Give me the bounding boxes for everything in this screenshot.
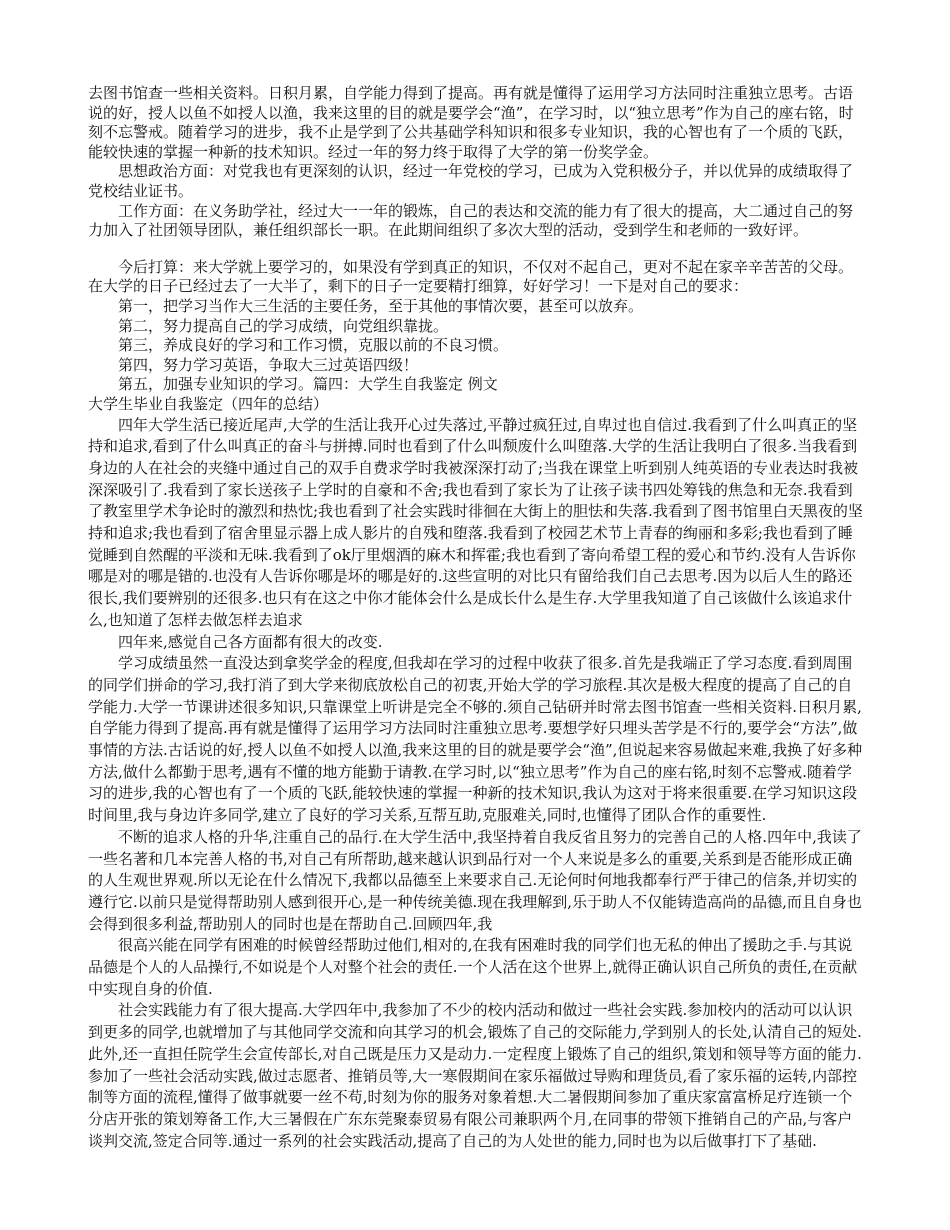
document-page [88,84,866,1152]
paragraph: 不断的追求人格的升华,注重自己的品行.在大学生活中,我坚持着自我反省且努力的完善自己的人格.四年中,我读了一些名著和几本完善人格的书,对自己有所帮助,越来越认识到品行对一个人来说是多么的重要,关系到是否能形成正确的人生观世界观.所以无论在什么情况下,我都以品德至上来要求自己.无论何时何地我都奉行严于律己的信条,并切实的遵行它.以前只是觉得帮助别人感到很开心,是一种传统美德.现在我理解到,乐于助人不仅能铸造高尚的品德,而且自身也会得到很多利益,帮助别人的同时也是在帮助自己.回顾四年,我 [88,827,862,933]
list-item: 第三，养成良好的学习和工作习惯，克服以前的不良习惯。 [118,336,509,355]
paragraph: 很高兴能在同学有困难的时候曾经帮助过他们,相对的,在我有困难时我的同学们也无私的伸出了援助之手.与其说品德是个人的人品操行,不如说是个人对整个社会的责任.一个人活在这个世界上,就得正确认识自己所负的责任,在贡献中实现自身的价值. [88,936,858,998]
list-item: 第四，努力学习英语，争取大三过英语四级！ [118,355,419,374]
paragraph: 四年大学生活已接近尾声,大学的生活让我开心过失落过,平静过疯狂过,自卑过也自信过.我看到了什么叫真正的坚持和追求,看到了什么叫真正的奋斗与拼搏.同时也看到了什么叫颓废什么叫堕落.大学的生活让我明白了很多.当我看到身边的人在社会的夹缝中通过自己的双手自费求学时我被深深打动了;当我在课堂上听到别人纯英语的专业表达时我被深深吸引了.我看到了家长送孩子上学时的自豪和不舍;我也看到了家长为了让孩子读书四处筹钱的焦急和无奈.我看到了教室里学术争论时的激烈和热忱;我也看到了社会实践时徘徊在大街上的胆怯和失落.我看到了图书馆里白天黑夜的坚持和追求;我也看到了宿舍里显示器上成人影片的自残和堕落.我看到了校园艺术节上青春的绚丽和多彩;我也看到了睡觉睡到自然醒的平淡和无味.我看到了ok厅里烟酒的麻木和挥霍;我也看到了寄向希望工程的爱心和节约.没有人告诉你哪是对的哪是错的.也没有人告诉你哪是坏的哪是好的.这些宣明的对比只有留给我们自己去思考.因为以后人生的路还很长,我们要辨别的还很多.也只有在这之中你才能体会什么是成长什么是生存.大学里我知道了自己该做什么该追求什么,也知道了怎样去做怎样去追求 [88,415,863,629]
list-item: 第二，努力提高自己的学习成绩，向党组织靠拢。 [118,316,449,335]
paragraph: 今后打算：来大学就上要学习的，如果没有学到真正的知识，不仅对不起自己，更对不起在家辛辛苦苦的父母。在大学的日子已经过去了一大半了，剩下的日子一定要精打细算，好好学习！一下是对自己的要求： [88,257,854,296]
section-3 [88,415,866,1153]
paragraph: 学习成绩虽然一直没达到拿奖学金的程度,但我却在学习的过程中收获了很多.首先是我端正了学习态度.看到周围的同学们拼命的学习,我打消了到大学来彻底放松自己的初衷,开始大学的学习旅程.其次是极大程度的提高了自己的自学能力.大学一节课讲述很多知识,只靠课堂上听讲是完全不够的.须自己钻研并时常去图书馆查一些相关资料.日积月累,自学能力得到了提高.再有就是懂得了运用学习方法同时注重独立思考.要想学好只埋头苦学是不行的,要学会“方法”,做事情的方法.古话说的好,授人以鱼不如授人以渔,我来这里的目的就是要学会“渔”,但说起来容易做起来难,我换了好多种方法,做什么都勤于思考,遇有不懂的地方能勤于请教.在学习时,以“独立思考”作为自己的座右铭,时刻不忘警戒.随着学习的进步,我的心智也有了一个质的飞跃,能较快速的掌握一种新的技术知识,我认为这对于将来很重要.在学习知识这段时间里,我与身边许多同学,建立了良好的学习关系,互帮互助,克服难关,同时,也懂得了团队合作的重要性. [88,654,863,825]
section-2 [88,258,866,415]
paragraph: 工作方面：在义务助学社，经过大一一年的锻炼，自己的表达和交流的能力有了很大的提高，大二通过自己的努力加入了社团领导团队，兼任组织部长一职。在此期间组织了多次大型的活动，受到学生和老师的一致好评。 [88,201,854,240]
spacer [88,241,866,258]
paragraph: 社会实践能力有了很大提高.大学四年中,我参加了不少的校内活动和做过一些社会实践.参加校内的活动可以认识到更多的同学,也就增加了与其他同学交流和向其学习的机会,锻炼了自己的交际能力,学到别人的长处,认清自己的短处.此外,还一直担任院学生会宣传部长,对自己既是压力又是动力.一定程度上锻炼了自己的组织,策划和领导等方面的能力.参加了一些社会活动实践,做过志愿者、推销员等,大一寒假期间在家乐福做过导购和理货员,看了家乐福的运转,内部控制等方面的流程,懂得了做事就要一丝不苟,时刻为你的服务对象着想.大二暑假期间参加了重庆家富富桥足疗连锁一个分店开张的策划筹备工作,大三暑假在广东东莞聚泰贸易有限公司兼职两个月,在同事的带领下推销自己的产品,与客户谈判交流,签定合同等.通过一系列的社会实践活动,提高了自己的为人处世的能力,同时也为以后做事打下了基础. [88,1001,862,1150]
section-1 [88,84,866,241]
section-heading: 大学生毕业自我鉴定（四年的总结） [88,394,329,413]
list-item: 第五，加强专业知识的学习。篇四：大学生自我鉴定 例文 [118,375,498,394]
list-item: 第一，把学习当作大三生活的主要任务，至于其他的事情次要，甚至可以放弃。 [118,296,644,315]
paragraph: 思想政治方面：对党我也有更深刻的认识，经过一年党校的学习，已成为入党积极分子，并以优异的成绩取得了党校结业证书。 [88,162,854,200]
paragraph: 四年来,感觉自己各方面都有很大的改变. [118,632,383,651]
paragraph: 去图书馆查一些相关资料。日积月累，自学能力得到了提高。再有就是懂得了运用学习方法同时注重独立思考。古语说的好，授人以鱼不如授人以渔，我来这里的目的就是要学会“渔”，在学习时，以“独立思考”作为自己的座右铭，时刻不忘警戒。随着学习的进步，我不止是学到了公共基础学科知识和很多专业知识，我的心智也有了一个质的飞跃，能较快速的掌握一种新的技术知识。经过一年的努力终于取得了大学的第一份奖学金。 [88,84,854,161]
